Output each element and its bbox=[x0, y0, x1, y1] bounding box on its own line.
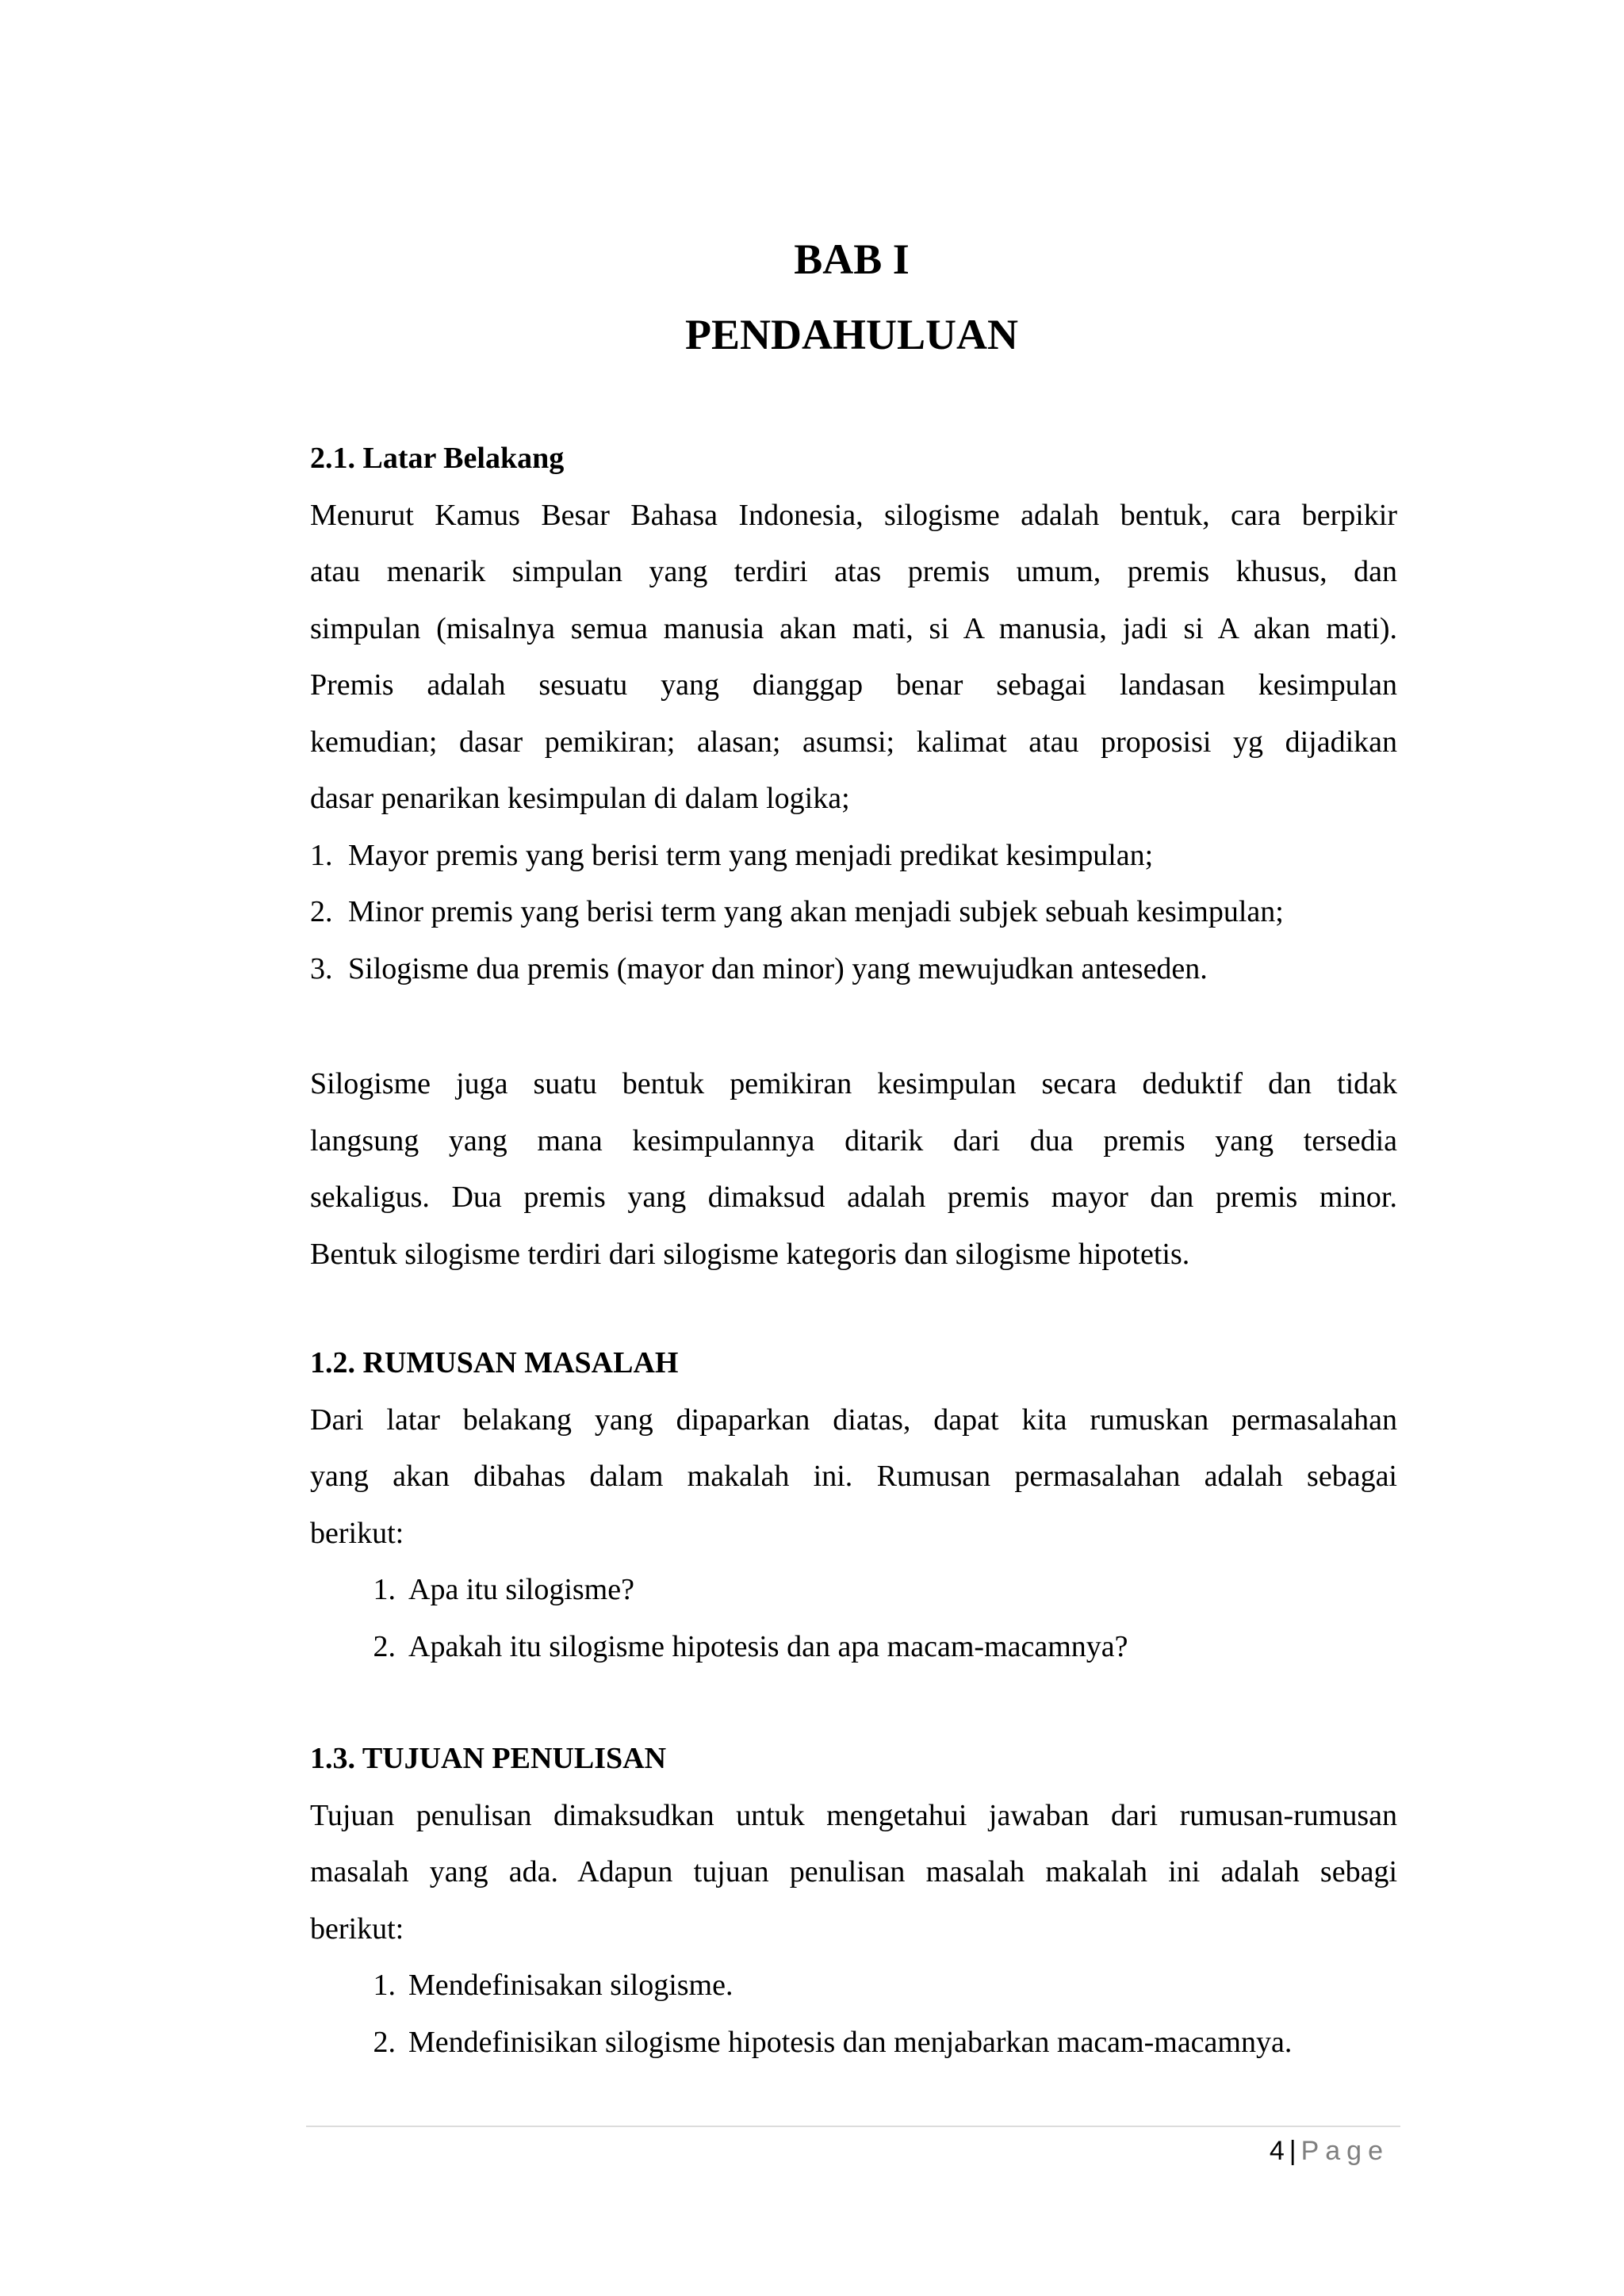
paragraph-line: berikut: bbox=[310, 1516, 404, 1550]
list-text: Mayor premis yang berisi term yang menjadi predikat kesimpulan; bbox=[348, 838, 1154, 872]
section-latar-belakang bbox=[310, 430, 1397, 997]
paragraph-line: dasar penarikan kesimpulan di dalam logika; bbox=[310, 782, 850, 815]
paragraph bbox=[310, 1788, 1397, 1958]
list-number: 3. bbox=[310, 951, 333, 985]
section-heading: 1.3. TUJUAN PENULISAN bbox=[310, 1742, 667, 1775]
paragraph-line: Tujuan penulisan dimaksudkan untuk mengetahui jawaban dari rumusan-rumusan bbox=[310, 1798, 1397, 1832]
footer-separator: | bbox=[1289, 2136, 1297, 2166]
footer-divider bbox=[306, 2126, 1400, 2127]
question-list bbox=[310, 1562, 1397, 1675]
list-item bbox=[310, 1957, 1397, 2015]
list-item bbox=[310, 884, 1397, 941]
paragraph bbox=[310, 488, 1397, 828]
list-number: 2. bbox=[310, 895, 333, 928]
paragraph-line: Dari latar belakang yang dipaparkan diatas, dapat kita rumuskan permasalahan bbox=[310, 1402, 1397, 1437]
list-number: 1. bbox=[373, 1573, 396, 1606]
section-rumusan-masalah bbox=[310, 1335, 1397, 1675]
list-text: Apa itu silogisme? bbox=[408, 1573, 634, 1606]
paragraph-line: berikut: bbox=[310, 1911, 404, 1946]
paragraph-line: sekaligus. Dua premis yang dimaksud adalah premis mayor dan premis minor. bbox=[310, 1181, 1397, 1214]
list-item bbox=[310, 941, 1397, 998]
section-heading: 2.1. Latar Belakang bbox=[310, 442, 565, 475]
paragraph bbox=[310, 1392, 1397, 1563]
paragraph-line: langsung yang mana kesimpulannya ditarik dari dua premis yang tersedia bbox=[310, 1123, 1397, 1158]
page-label: Page bbox=[1300, 2136, 1389, 2166]
list-text: Mendefinisakan silogisme. bbox=[408, 1969, 733, 2002]
paragraph-line: masalah yang ada. Adapun tujuan penulisan masalah makalah ini adalah sebagi bbox=[310, 1855, 1397, 1888]
chapter-title: PENDAHULUAN bbox=[684, 311, 1018, 358]
paragraph-line: Silogisme juga suatu bentuk pemikiran kesimpulan secara deduktif dan tidak bbox=[310, 1067, 1397, 1100]
chapter-number: BAB I bbox=[794, 235, 910, 283]
premise-list bbox=[310, 828, 1397, 998]
page-number: 4 bbox=[1269, 2136, 1285, 2166]
objective-list bbox=[310, 1957, 1397, 2071]
list-number: 1. bbox=[373, 1969, 396, 2002]
list-number: 2. bbox=[373, 1629, 396, 1663]
list-item bbox=[310, 2015, 1397, 2072]
list-text: Silogisme dua premis (mayor dan minor) yang mewujudkan anteseden. bbox=[348, 951, 1208, 985]
paragraph-silogisme bbox=[310, 1056, 1397, 1283]
list-text: Minor premis yang berisi term yang akan menjadi subjek sebuah kesimpulan; bbox=[348, 895, 1284, 928]
list-number: 2. bbox=[373, 2025, 396, 2059]
paragraph-line: kemudian; dasar pemikiran; alasan; asumsi; kalimat atau proposisi yg dijadikan bbox=[310, 725, 1397, 759]
paragraph-line: atau menarik simpulan yang terdiri atas premis umum, premis khusus, dan bbox=[310, 555, 1397, 588]
page-footer bbox=[1270, 2131, 1389, 2171]
paragraph-line: simpulan (misalnya semua manusia akan mati, si A manusia, jadi si A akan mati). bbox=[310, 611, 1397, 645]
list-text: Mendefinisikan silogisme hipotesis dan menjabarkan macam-macamnya. bbox=[408, 2025, 1293, 2059]
list-item bbox=[310, 828, 1397, 885]
paragraph bbox=[310, 1056, 1397, 1283]
list-item bbox=[310, 1562, 1397, 1619]
paragraph-line: yang akan dibahas dalam makalah ini. Rumusan permasalahan adalah sebagai bbox=[310, 1460, 1397, 1493]
list-number: 1. bbox=[310, 838, 333, 872]
paragraph-line: Premis adalah sesuatu yang dianggap benar sebagai landasan kesimpulan bbox=[310, 668, 1397, 702]
list-item bbox=[310, 1619, 1397, 1676]
section-heading: 1.2. RUMUSAN MASALAH bbox=[310, 1346, 679, 1380]
list-text: Apakah itu silogisme hipotesis dan apa macam-macamnya? bbox=[408, 1629, 1128, 1663]
section-tujuan-penulisan bbox=[310, 1731, 1397, 2071]
paragraph-line: Menurut Kamus Besar Bahasa Indonesia, silogisme adalah bentuk, cara berpikir bbox=[310, 498, 1397, 532]
paragraph-line: Bentuk silogisme terdiri dari silogisme kategoris dan silogisme hipotetis. bbox=[310, 1237, 1190, 1271]
